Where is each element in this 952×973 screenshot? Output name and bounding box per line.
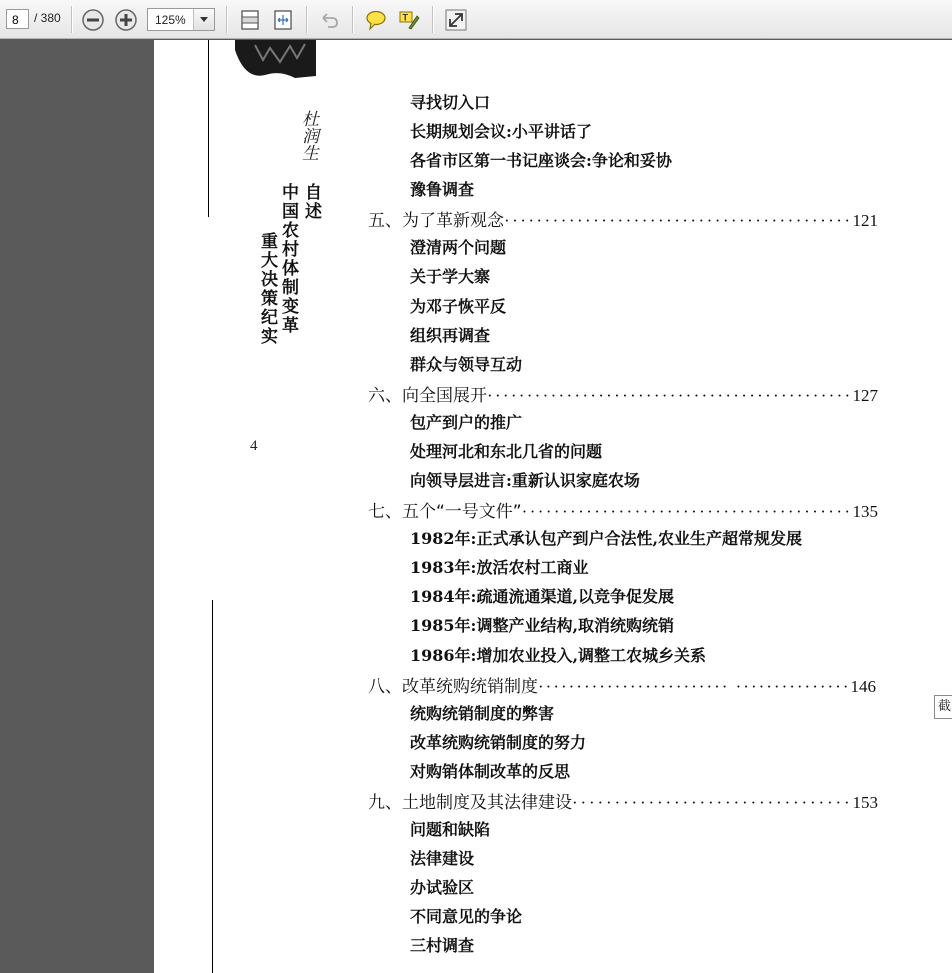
- toc-heading-text: 六、向全国展开: [368, 386, 487, 406]
- page-number-input[interactable]: 8: [6, 9, 29, 29]
- highlight-icon[interactable]: [397, 8, 421, 32]
- margin-line: [208, 40, 209, 217]
- toc-subentry: 不同意见的争论: [410, 907, 523, 926]
- toc-subentry: 处理河北和东北几省的问题: [410, 442, 603, 461]
- toc-subentry: 1985年:调整产业结构,取消统购统销: [410, 616, 675, 635]
- toc-leader-dots: ··············································: [487, 386, 853, 405]
- toc-heading: [368, 788, 878, 813]
- author-signature: 杜润生: [298, 110, 318, 161]
- toolbar-divider: [71, 6, 73, 33]
- toc-subentry: 1984年:疏通流通渠道,以竞争促发展: [410, 587, 675, 606]
- portrait-image: [235, 40, 316, 80]
- document-page[interactable]: [154, 40, 952, 973]
- toc-subentry: 1983年:放活农村工商业: [410, 558, 589, 577]
- toc-page-number: 135: [852, 502, 878, 521]
- toc-subentry: 组织再调查: [410, 326, 491, 345]
- toc-subentry: 向领导层进言:重新认识家庭农场: [410, 471, 640, 490]
- toc-subentry: 法律建设: [410, 849, 475, 868]
- toc-heading: [368, 497, 878, 522]
- toc-heading-text: 九、土地制度及其法律建设: [368, 793, 572, 813]
- toc-subentry: 包产到户的推广: [410, 413, 523, 432]
- fit-page-icon[interactable]: [238, 8, 262, 32]
- toc-subentry: 豫鲁调查: [410, 180, 475, 199]
- toc-subentry: 寻找切入口: [410, 93, 491, 112]
- chevron-down-icon[interactable]: [193, 9, 214, 30]
- series-title-right: 自述: [301, 183, 321, 221]
- toc-leader-dots: ·········································: [521, 502, 853, 521]
- toolbar-divider: [226, 6, 228, 33]
- toc-subentry: 群众与领导互动: [410, 355, 523, 374]
- toc-subentry: 长期规划会议:小平讲话了: [410, 122, 592, 141]
- fit-width-icon[interactable]: [271, 8, 295, 32]
- zoom-value: 125%: [155, 13, 186, 27]
- toc-subentry: 各省市区第一书记座谈会:争论和妥协: [410, 151, 672, 170]
- toc-subentry: 1986年:增加农业投入,调整工农城乡关系: [410, 646, 707, 665]
- toc-heading-text: 八、改革统购统销制度: [368, 677, 538, 697]
- toc-subentry: 改革统购统销制度的努力: [410, 733, 587, 752]
- toc-heading: [368, 206, 878, 231]
- toc-subentry: 三村调查: [410, 936, 475, 955]
- toc-page-number: 146: [850, 677, 876, 696]
- zoom-in-icon[interactable]: [114, 8, 138, 32]
- svg-text:T: T: [402, 12, 408, 23]
- undo-icon[interactable]: [317, 8, 341, 32]
- series-title-mid: 中国农村体制变革: [278, 183, 298, 335]
- toc-leader-dots: ························· ···············: [538, 677, 851, 696]
- toc-leader-dots: ·································: [572, 793, 853, 812]
- toolbar-divider: [306, 6, 308, 33]
- zoom-select[interactable]: [147, 8, 215, 31]
- series-title-left: 重大决策纪实: [257, 232, 277, 346]
- side-panel-tab[interactable]: 截: [934, 695, 952, 719]
- page-total-label: / 380: [34, 11, 61, 25]
- toc-subentry: 澄清两个问题: [410, 238, 507, 257]
- toc-heading-text: 七、五个“一号文件”: [368, 502, 522, 522]
- toc-subentry: 关于学大寨: [410, 267, 491, 286]
- toc-page-number: 121: [852, 211, 878, 230]
- toc-subentry: 统购统销制度的弊害: [410, 704, 555, 723]
- expand-icon[interactable]: [444, 8, 468, 32]
- toc-subentry: 问题和缺陷: [410, 820, 491, 839]
- toolbar-divider: [432, 6, 434, 33]
- toc-subentry: 1982年:正式承认包产到户合法性,农业生产超常规发展: [410, 529, 803, 548]
- zoom-out-icon[interactable]: [81, 8, 105, 32]
- toolbar: [0, 0, 952, 39]
- toc-subentry: 办试验区: [410, 878, 475, 897]
- toolbar-divider: [352, 6, 354, 33]
- comment-icon[interactable]: [364, 8, 388, 32]
- margin-line: [212, 600, 213, 973]
- toc-page-number: 127: [852, 386, 878, 405]
- toc-leader-dots: ···········································: [504, 211, 853, 230]
- toc-heading: [368, 381, 878, 406]
- toc-heading: [368, 672, 876, 697]
- toc-subentry: 对购销体制改革的反思: [410, 762, 571, 781]
- toc-subentry: 为邓子恢平反: [410, 297, 507, 316]
- toc-page-number: 153: [852, 793, 878, 812]
- page-number: 4: [250, 438, 258, 454]
- toc-heading-text: 五、为了革新观念: [368, 211, 504, 231]
